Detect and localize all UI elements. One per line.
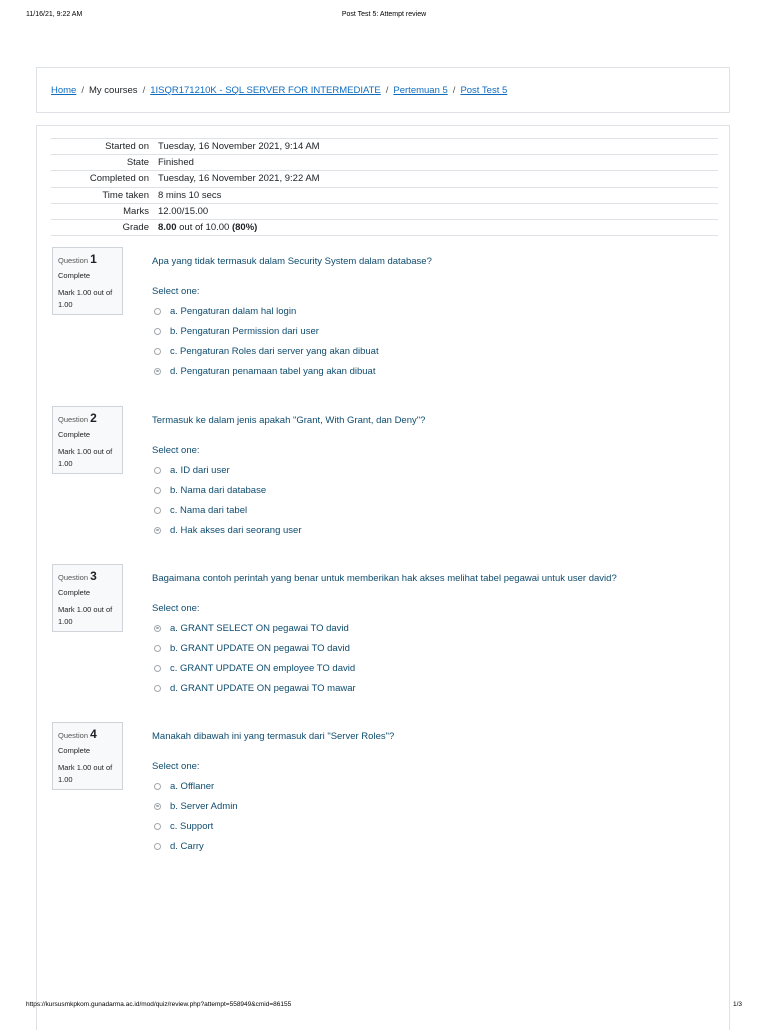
- answer-option[interactable]: [152, 776, 712, 796]
- question-label: Question: [58, 731, 89, 740]
- print-header: [0, 11, 768, 23]
- question-number: 2: [90, 411, 97, 425]
- answer-option-label: b. Nama dari database: [170, 484, 267, 496]
- summary-row-time-taken: [51, 187, 718, 203]
- answer-option-label: a. GRANT SELECT ON pegawai TO david: [170, 622, 349, 634]
- radio-button[interactable]: [154, 803, 161, 810]
- summary-value: [156, 219, 718, 235]
- answer-option-label: c. Support: [170, 820, 214, 832]
- question-label: Question: [58, 573, 89, 582]
- summary-row-marks: [51, 203, 718, 219]
- summary-label: Time taken: [51, 187, 156, 203]
- answer-option-label: b. Pengaturan Permission dari user: [170, 325, 319, 337]
- answer-options: [152, 301, 712, 381]
- question-state: Complete: [58, 430, 91, 440]
- select-one-prompt: Select one:: [152, 761, 200, 772]
- question-content: [152, 731, 712, 856]
- answer-option[interactable]: [152, 480, 712, 500]
- radio-button[interactable]: [154, 328, 161, 335]
- radio-button[interactable]: [154, 348, 161, 355]
- summary-label: Completed on: [51, 171, 156, 187]
- print-url: https://kursusmkpkom.gunadarma.ac.id/mod/quiz/review.php?attempt=558949&cmid=86155: [26, 1001, 292, 1008]
- breadcrumb-my-courses: My courses: [88, 85, 138, 96]
- summary-value: Tuesday, 16 November 2021, 9:22 AM: [156, 171, 718, 187]
- breadcrumb-separator: /: [385, 85, 389, 96]
- print-page-title: Post Test 5: Attempt review: [341, 11, 427, 18]
- question-label: Question: [58, 256, 89, 265]
- summary-label: Marks: [51, 203, 156, 219]
- question-heading: [58, 251, 117, 268]
- select-one-prompt: Select one:: [152, 286, 200, 297]
- answer-options: [152, 618, 712, 698]
- radio-button[interactable]: [154, 507, 161, 514]
- question-mark: Mark 1.00 out of 1.00: [58, 763, 113, 784]
- answer-option[interactable]: [152, 638, 712, 658]
- question-mark: Mark 1.00 out of 1.00: [58, 447, 113, 468]
- answer-option-label: d. Pengaturan penamaan tabel yang akan dibuat: [170, 365, 376, 377]
- question-label: Question: [58, 415, 89, 424]
- question-content: [152, 256, 712, 381]
- radio-button[interactable]: [154, 308, 161, 315]
- answer-option[interactable]: [152, 460, 712, 480]
- summary-row-grade: [51, 219, 718, 235]
- summary-label: Grade: [51, 219, 156, 235]
- answer-option[interactable]: [152, 678, 712, 698]
- question-number: 1: [90, 252, 97, 266]
- radio-button[interactable]: [154, 665, 161, 672]
- answer-option[interactable]: [152, 618, 712, 638]
- answer-option-label: c. Nama dari tabel: [170, 504, 248, 516]
- summary-value: 12.00/15.00: [156, 203, 718, 219]
- answer-option[interactable]: [152, 836, 712, 856]
- answer-option[interactable]: [152, 301, 712, 321]
- breadcrumb-home-link[interactable]: Home: [51, 85, 77, 96]
- grade-outof: out of 10.00: [176, 222, 232, 234]
- answer-option[interactable]: [152, 816, 712, 836]
- radio-button[interactable]: [154, 625, 161, 632]
- print-page-number: 1/3: [732, 1001, 742, 1008]
- breadcrumb-separator: /: [142, 85, 146, 96]
- question-number: 4: [90, 727, 97, 741]
- answer-option[interactable]: [152, 361, 712, 381]
- summary-value: Tuesday, 16 November 2021, 9:14 AM: [156, 139, 718, 155]
- breadcrumb-separator: /: [81, 85, 84, 96]
- print-datetime: 11/16/21, 9:22 AM: [26, 11, 83, 18]
- answer-option-label: a. ID dari user: [170, 464, 230, 476]
- radio-button[interactable]: [154, 685, 161, 692]
- answer-option-label: c. GRANT UPDATE ON employee TO david: [170, 662, 356, 674]
- question-content: [152, 415, 712, 540]
- answer-option-label: a. Offlaner: [170, 780, 215, 792]
- summary-value: Finished: [156, 155, 718, 171]
- question-state: Complete: [58, 588, 91, 598]
- grade-percent: (80%): [231, 222, 258, 234]
- answer-option-label: d. Hak akses dari seorang user: [170, 524, 302, 536]
- print-footer: [0, 1001, 768, 1013]
- radio-button[interactable]: [154, 467, 161, 474]
- grade-score: 8.00: [158, 222, 177, 234]
- answer-option[interactable]: [152, 520, 712, 540]
- question-heading: [58, 568, 117, 585]
- answer-options: [152, 776, 712, 856]
- question-state: Complete: [58, 271, 91, 281]
- answer-option[interactable]: [152, 658, 712, 678]
- breadcrumb-card: [36, 67, 730, 113]
- answer-options: [152, 460, 712, 540]
- summary-row-started: [51, 139, 718, 155]
- question-text: Bagaimana contoh perintah yang benar untuk memberikan hak akses melihat tabel pegawai untuk user david?: [152, 573, 617, 584]
- breadcrumb-section-link[interactable]: Pertemuan 5: [393, 85, 448, 96]
- summary-row-state: [51, 155, 718, 171]
- breadcrumb-separator: /: [452, 85, 456, 96]
- answer-option[interactable]: [152, 500, 712, 520]
- question-content: [152, 573, 712, 698]
- breadcrumb-course-link[interactable]: 1ISQR171210K - SQL SERVER FOR INTERMEDIATE: [150, 85, 381, 96]
- answer-option[interactable]: [152, 796, 712, 816]
- answer-option-label: a. Pengaturan dalam hal login: [170, 305, 297, 317]
- answer-option[interactable]: [152, 321, 712, 341]
- question-mark: Mark 1.00 out of 1.00: [58, 605, 113, 626]
- radio-button[interactable]: [154, 783, 161, 790]
- question-text: Manakah dibawah ini yang termasuk dari "Server Roles"?: [152, 731, 395, 742]
- radio-button[interactable]: [154, 843, 161, 850]
- answer-option-label: b. GRANT UPDATE ON pegawai TO david: [170, 642, 350, 654]
- question-info-box: [52, 247, 123, 315]
- question-number: 3: [90, 569, 97, 583]
- radio-button[interactable]: [154, 823, 161, 830]
- question-info-box: [52, 564, 123, 632]
- question-state: Complete: [58, 746, 91, 756]
- summary-label: Started on: [51, 139, 156, 155]
- summary-value: 8 mins 10 secs: [156, 187, 718, 203]
- question-heading: [58, 410, 117, 427]
- select-one-prompt: Select one:: [152, 445, 200, 456]
- answer-option-label: d. Carry: [170, 840, 204, 852]
- main-content-card: [36, 125, 730, 1030]
- question-info-box: [52, 406, 123, 474]
- answer-option-label: d. GRANT UPDATE ON pegawai TO mawar: [170, 682, 356, 694]
- summary-row-completed: [51, 171, 718, 187]
- answer-option[interactable]: [152, 341, 712, 361]
- question-info-box: [52, 722, 123, 790]
- radio-button[interactable]: [154, 645, 161, 652]
- answer-option-label: b. Server Admin: [170, 800, 238, 812]
- question-text: Apa yang tidak termasuk dalam Security System dalam database?: [152, 256, 432, 267]
- question-heading: [58, 726, 117, 743]
- breadcrumb: [51, 85, 507, 96]
- answer-option-label: c. Pengaturan Roles dari server yang akan dibuat: [170, 345, 379, 357]
- question-mark: Mark 1.00 out of 1.00: [58, 288, 113, 309]
- breadcrumb-quiz-link[interactable]: Post Test 5: [460, 85, 508, 96]
- radio-button[interactable]: [154, 368, 161, 375]
- radio-button[interactable]: [154, 487, 161, 494]
- radio-button[interactable]: [154, 527, 161, 534]
- question-text: Termasuk ke dalam jenis apakah "Grant, With Grant, dan Deny"?: [152, 415, 426, 426]
- select-one-prompt: Select one:: [152, 603, 200, 614]
- summary-label: State: [51, 155, 156, 171]
- attempt-summary-table: [51, 138, 718, 236]
